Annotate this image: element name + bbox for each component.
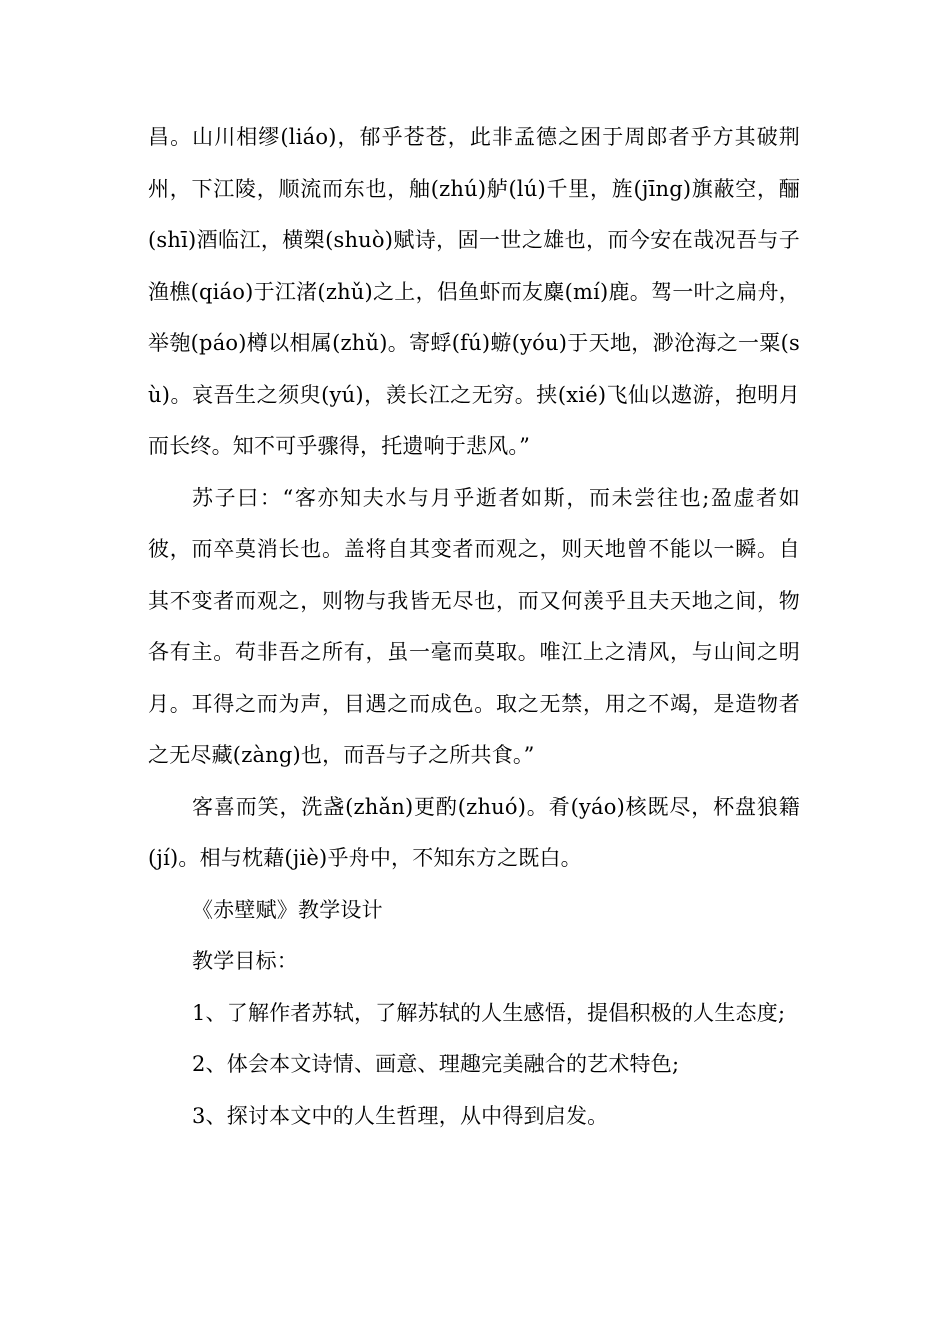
section-heading: 教学目标： [192, 949, 298, 973]
list-item: 3、探讨本文中的人生哲理，从中得到启发。 [192, 1103, 609, 1128]
paragraph-text: 客喜而笑，洗盏(zhǎn)更酌(zhuó)。肴(yáo)核既尽，杯盘狼籍(jí)。相与枕藉(jiè)乎舟中，不知东方之既白。 [148, 794, 800, 870]
paragraph-text: 昌。山川相缪(liáo)，郁乎苍苍，此非孟德之困于周郎者乎方其破荆州，下江陵，顺流而东也，舳(zhú)舻(lú)千里，旌(jīng)旗蔽空，酾(shī)酒临江，横槊(shuò)赋诗，固一世之雄也，而今安在哉况吾与子渔樵(qiáo)于江渚(zhǔ)之上，侣鱼虾而友麋(mí)鹿。驾一叶之扁舟，举匏(páo)樽以相属(zhǔ)。寄蜉(fú)蝣(yóu)于天地，渺沧海之一粟(sù)。哀吾生之须臾(yú)，羡长江之无穷。挟(xié)飞仙以遨游，抱明月而长终。知不可乎骤得，托遗响于悲风。” [148, 125, 800, 458]
paragraph-text: 苏子曰：“客亦知夫水与月乎逝者如斯，而未尝往也;盈虚者如彼，而卒莫消长也。盖将自其变者而观之，则天地曾不能以一瞬。自其不变者而观之，则物与我皆无尽也，而又何羡乎且夫天地之间，物各有主。苟非吾之所有，虽一毫而莫取。唯江上之清风，与山间之明月。耳得之而为声，目遇之而成色。取之无禁，用之不竭，是造物者之无尽藏(zàng)也，而吾与子之所共食。” [148, 485, 800, 767]
section-title: 《赤壁赋》教学设计 [192, 897, 383, 922]
list-item: 1、了解作者苏轼，了解苏轼的人生感悟，提倡积极的人生态度; [192, 1000, 786, 1025]
document-body [148, 112, 800, 1142]
list-item: 2、体会本文诗情、画意、理趣完美融合的艺术特色; [192, 1052, 680, 1076]
